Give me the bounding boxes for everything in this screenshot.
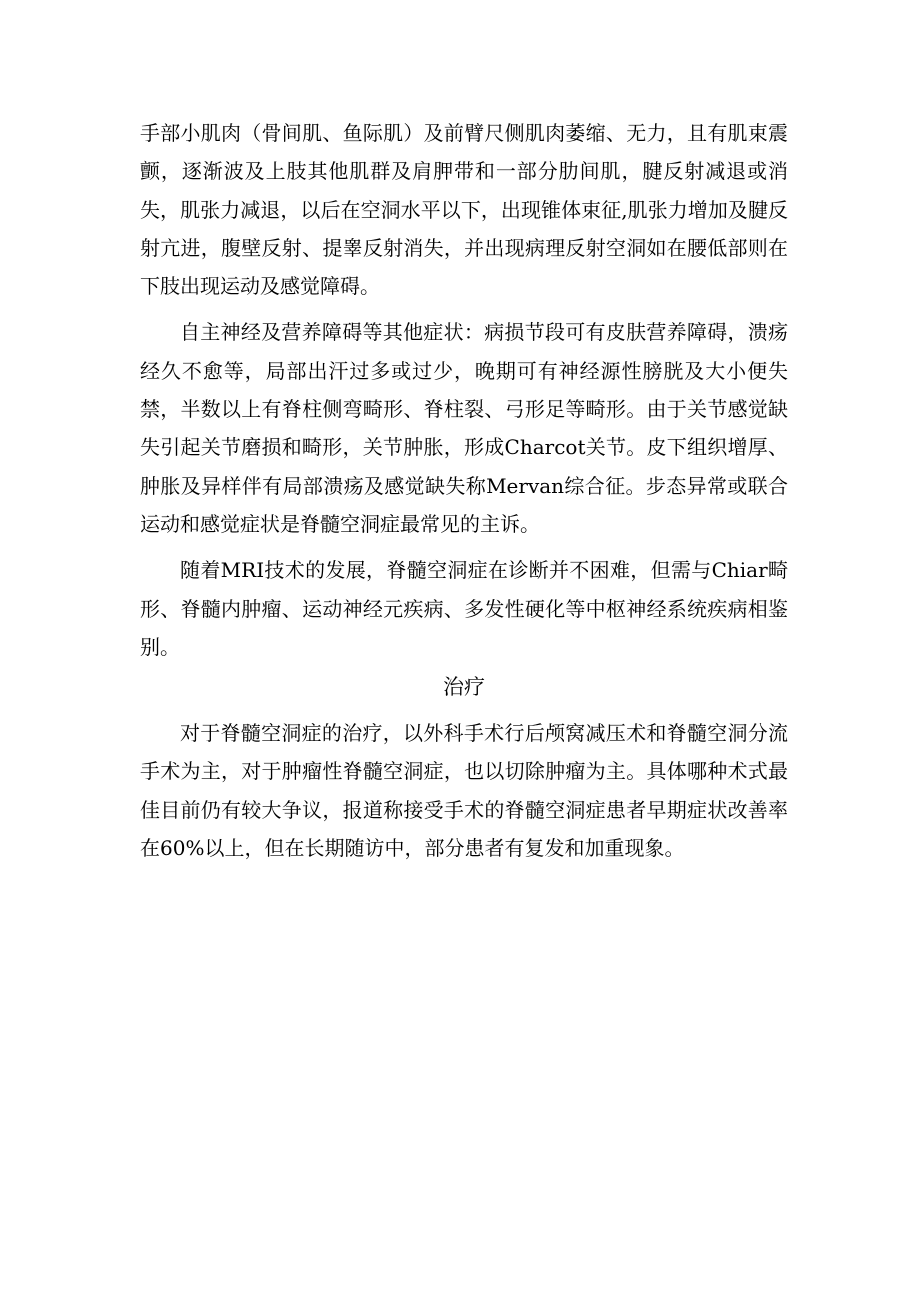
paragraph-autonomic-symptoms: 自主神经及营养障碍等其他症状：病损节段可有皮肤营养障碍，溃疡经久不愈等，局部出汗过多或过少，晚期可有神经源性膀胱及大小便失禁，半数以上有脊柱侧弯畸形、脊柱裂、弓形足等畸形。由于关节感觉缺失引起关节磨损和畸形，关节肿胀，形成Charcot关节。皮下组织增厚、肿胀及异样伴有局部溃疡及感觉缺失称Mervan综合征。步态异常或联合运动和感觉症状是脊髓空洞症最常见的主诉。 — [140, 320, 788, 536]
document-body — [140, 114, 788, 867]
paragraph-motor-symptoms: 手部小肌肉（骨间肌、鱼际肌）及前臂尺侧肌肉萎缩、无力，且有肌束震颤，逐渐波及上肢其他肌群及肩胛带和一部分肋间肌，腱反射减退或消失，肌张力减退，以后在空洞水平以下，出现锥体束征,肌张力增加及腱反射亢进，腹壁反射、提睾反射消失，并出现病理反射空洞如在腰低部则在下肢出现运动及感觉障碍。 — [140, 121, 788, 299]
section-heading-treatment: 治疗 — [443, 675, 485, 700]
paragraph-treatment: 对于脊髓空洞症的治疗，以外科手术行后颅窝减压术和脊髓空洞分流手术为主，对于肿瘤性脊髓空洞症，也以切除肿瘤为主。具体哪种术式最佳目前仍有较大争议，报道称接受手术的脊髓空洞症患者早期症状改善率在60%以上，但在长期随访中，部分患者有复发和加重现象。 — [140, 721, 788, 861]
paragraph-diagnosis: 随着MRI技术的发展，脊髓空洞症在诊断并不困难，但需与Chiar畸形、脊髓内肿瘤、运动神经元疾病、多发性硬化等中枢神经系统疾病相鉴别。 — [140, 558, 788, 659]
